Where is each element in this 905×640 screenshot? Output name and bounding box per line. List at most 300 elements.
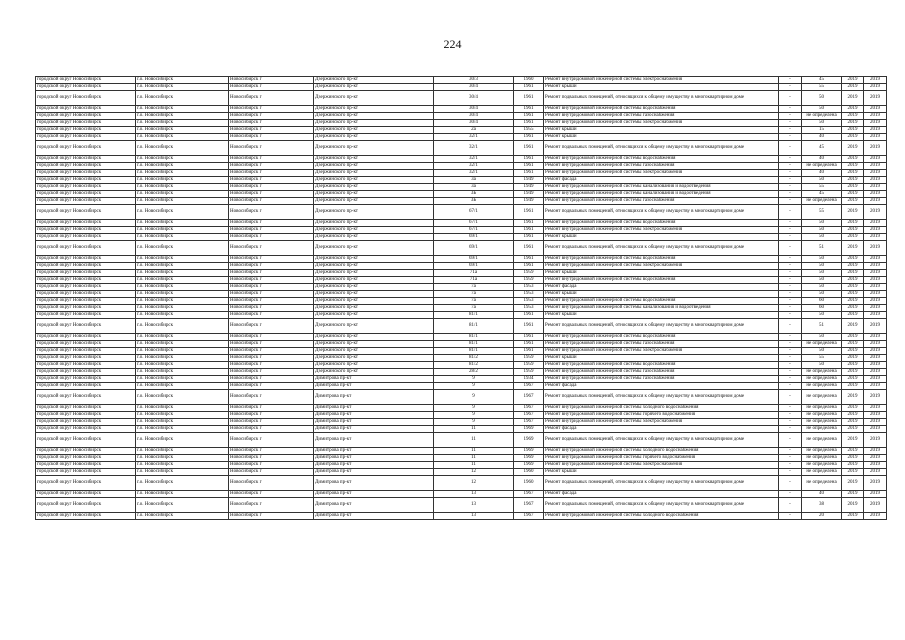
work-type-cell: Ремонт внутридомовой инженерной системы электроснабжения (544, 170, 779, 177)
end-year-cell: 2019 (864, 270, 887, 277)
municipality-cell: городской округ Новосибирск (36, 334, 136, 341)
district-cell: г.о. Новосибирск (136, 170, 229, 177)
end-year-cell: 2019 (864, 433, 887, 448)
year-built-cell: 1961 (514, 84, 544, 91)
house-number-cell: 11 (434, 462, 514, 469)
table-row (36, 113, 887, 120)
work-type-cell: Ремонт внутридомовой инженерной системы газоснабжения (544, 341, 779, 348)
street-cell: Дзержинского пр-кт (314, 234, 434, 241)
dash-cell: - (779, 270, 802, 277)
year-built-cell: 1949 (514, 184, 544, 191)
work-type-cell: Ремонт внутридомовой инженерной системы водоснабжения (544, 220, 779, 227)
house-number-cell: 3а (434, 184, 514, 191)
table-row (36, 256, 887, 263)
municipality-cell: городской округ Новосибирск (36, 341, 136, 348)
year-built-cell: 1961 (514, 156, 544, 163)
city-cell: Новосибирск г (229, 141, 314, 156)
city-cell: Новосибирск г (229, 263, 314, 270)
house-number-cell: 81/1 (434, 319, 514, 334)
city-cell: Новосибирск г (229, 319, 314, 334)
city-cell: Новосибирск г (229, 106, 314, 113)
year-built-cell: 1959 (514, 362, 544, 369)
start-year-cell: 2019 (842, 277, 864, 284)
start-year-cell: 2019 (842, 177, 864, 184)
table-row (36, 298, 887, 305)
municipality-cell: городской округ Новосибирск (36, 234, 136, 241)
city-cell: Новосибирск г (229, 127, 314, 134)
district-cell: г.о. Новосибирск (136, 263, 229, 270)
district-cell: г.о. Новосибирск (136, 419, 229, 426)
table-row (36, 362, 887, 369)
table-row (36, 184, 887, 191)
house-number-cell: 69/1 (434, 234, 514, 241)
cost-cell: 55 (802, 84, 842, 91)
city-cell: Новосибирск г (229, 227, 314, 234)
city-cell: Новосибирск г (229, 433, 314, 448)
work-type-cell: Ремонт внутридомовой инженерной системы водоснабжения (544, 156, 779, 163)
city-cell: Новосибирск г (229, 376, 314, 383)
work-type-cell: Ремонт подвальных помещений, относящихся к общему имуществу в многоквартирном доме (544, 205, 779, 220)
city-cell: Новосибирск г (229, 355, 314, 362)
year-built-cell: 1961 (514, 163, 544, 170)
district-cell: г.о. Новосибирск (136, 163, 229, 170)
work-type-cell: Ремонт внутридомовой инженерной системы электроснабжения (544, 227, 779, 234)
cost-cell: не определена (802, 163, 842, 170)
start-year-cell: 2019 (842, 355, 864, 362)
work-type-cell: Ремонт внутридомовой инженерной системы электроснабжения (544, 419, 779, 426)
street-cell: Дзержинского пр-кт (314, 270, 434, 277)
cost-cell: 20 (802, 513, 842, 520)
end-year-cell: 2019 (864, 462, 887, 469)
house-number-cell: 81/2 (434, 362, 514, 369)
start-year-cell: 2019 (842, 134, 864, 141)
dash-cell: - (779, 426, 802, 433)
year-built-cell: 1953 (514, 305, 544, 312)
start-year-cell: 2019 (842, 227, 864, 234)
table-row (36, 163, 887, 170)
district-cell: г.о. Новосибирск (136, 298, 229, 305)
end-year-cell: 2019 (864, 513, 887, 520)
district-cell: г.о. Новосибирск (136, 184, 229, 191)
city-cell: Новосибирск г (229, 205, 314, 220)
district-cell: г.о. Новосибирск (136, 491, 229, 498)
end-year-cell: 2019 (864, 141, 887, 156)
cost-cell: не определена (802, 383, 842, 390)
district-cell: г.о. Новосибирск (136, 383, 229, 390)
table-row (36, 491, 887, 498)
district-cell: г.о. Новосибирск (136, 319, 229, 334)
start-year-cell: 2019 (842, 156, 864, 163)
year-built-cell: 1961 (514, 263, 544, 270)
city-cell: Новосибирск г (229, 469, 314, 476)
municipality-cell: городской округ Новосибирск (36, 177, 136, 184)
work-type-cell: Ремонт фасада (544, 491, 779, 498)
dash-cell: - (779, 291, 802, 298)
district-cell: г.о. Новосибирск (136, 498, 229, 513)
cost-cell: не определена (802, 455, 842, 462)
table-row (36, 498, 887, 513)
street-cell: Дзержинского пр-кт (314, 369, 434, 376)
work-type-cell: Ремонт внутридомовой инженерной системы электроснабжения (544, 348, 779, 355)
house-number-cell: 11 (434, 448, 514, 455)
street-cell: Димитрова пр-кт (314, 469, 434, 476)
cost-cell: 55 (802, 355, 842, 362)
table-row (36, 77, 887, 84)
work-type-cell: Ремонт внутридомовой инженерной системы водоснабжения (544, 277, 779, 284)
street-cell: Дзержинского пр-кт (314, 170, 434, 177)
work-type-cell: Ремонт внутридомовой инженерной системы электроснабжения (544, 462, 779, 469)
table-row (36, 141, 887, 156)
municipality-cell: городской округ Новосибирск (36, 369, 136, 376)
work-type-cell: Ремонт крыши (544, 270, 779, 277)
work-type-cell: Ремонт внутридомовой инженерной системы водоснабжения (544, 298, 779, 305)
street-cell: Димитрова пр-кт (314, 491, 434, 498)
cost-cell: не определена (802, 113, 842, 120)
city-cell: Новосибирск г (229, 298, 314, 305)
table-row (36, 376, 887, 383)
table-row (36, 127, 887, 134)
table-row (36, 462, 887, 469)
district-cell: г.о. Новосибирск (136, 227, 229, 234)
year-built-cell: 1961 (514, 134, 544, 141)
district-cell: г.о. Новосибирск (136, 433, 229, 448)
house-number-cell: 67/1 (434, 227, 514, 234)
cost-cell: 55 (802, 184, 842, 191)
work-type-cell: Ремонт фасада (544, 284, 779, 291)
work-type-cell: Ремонт внутридомовой инженерной системы электроснабжения (544, 263, 779, 270)
house-number-cell: 9 (434, 412, 514, 419)
year-built-cell: 1969 (514, 462, 544, 469)
street-cell: Дзержинского пр-кт (314, 134, 434, 141)
street-cell: Дзержинского пр-кт (314, 298, 434, 305)
city-cell: Новосибирск г (229, 163, 314, 170)
work-type-cell: Ремонт внутридомовой инженерной системы водоснабжения (544, 106, 779, 113)
work-type-cell: Ремонт крыши (544, 355, 779, 362)
house-number-cell: 7а (434, 284, 514, 291)
street-cell: Димитрова пр-кт (314, 419, 434, 426)
house-number-cell: 32/1 (434, 156, 514, 163)
municipality-cell: городской округ Новосибирск (36, 84, 136, 91)
start-year-cell: 2019 (842, 376, 864, 383)
table-row (36, 84, 887, 91)
city-cell: Новосибирск г (229, 462, 314, 469)
end-year-cell: 2019 (864, 170, 887, 177)
work-type-cell: Ремонт крыши (544, 234, 779, 241)
street-cell: Дзержинского пр-кт (314, 277, 434, 284)
start-year-cell: 2019 (842, 84, 864, 91)
house-number-cell: 32/1 (434, 141, 514, 156)
work-type-cell: Ремонт внутридомовой инженерной системы газоснабжения (544, 198, 779, 205)
table-row (36, 513, 887, 520)
street-cell: Дзержинского пр-кт (314, 284, 434, 291)
dash-cell: - (779, 77, 802, 84)
work-type-cell: Ремонт внутридомовой инженерной системы водоснабжения (544, 256, 779, 263)
city-cell: Новосибирск г (229, 270, 314, 277)
table-row (36, 134, 887, 141)
house-number-cell: 30/4 (434, 84, 514, 91)
street-cell: Дзержинского пр-кт (314, 77, 434, 84)
cost-cell: не определена (802, 390, 842, 405)
start-year-cell: 2019 (842, 198, 864, 205)
district-cell: г.о. Новосибирск (136, 91, 229, 106)
work-type-cell: Ремонт крыши (544, 469, 779, 476)
dash-cell: - (779, 113, 802, 120)
house-number-cell: 67/1 (434, 220, 514, 227)
cost-cell: не определена (802, 405, 842, 412)
municipality-cell: городской округ Новосибирск (36, 348, 136, 355)
start-year-cell: 2019 (842, 205, 864, 220)
dash-cell: - (779, 84, 802, 91)
district-cell: г.о. Новосибирск (136, 284, 229, 291)
house-number-cell: 13 (434, 491, 514, 498)
dash-cell: - (779, 227, 802, 234)
start-year-cell: 2019 (842, 163, 864, 170)
house-number-cell: 32/1 (434, 170, 514, 177)
end-year-cell: 2019 (864, 120, 887, 127)
cost-cell: 50 (802, 362, 842, 369)
year-built-cell: 1969 (514, 426, 544, 433)
municipality-cell: городской округ Новосибирск (36, 227, 136, 234)
city-cell: Новосибирск г (229, 156, 314, 163)
cost-cell: 50 (802, 291, 842, 298)
municipality-cell: городской округ Новосибирск (36, 383, 136, 390)
table-row (36, 476, 887, 491)
table-row (36, 355, 887, 362)
table-row (36, 284, 887, 291)
district-cell: г.о. Новосибирск (136, 84, 229, 91)
start-year-cell: 2019 (842, 362, 864, 369)
work-type-cell: Ремонт внутридомовой инженерной системы водоснабжения (544, 362, 779, 369)
table-row (36, 455, 887, 462)
table-row (36, 191, 887, 198)
district-cell: г.о. Новосибирск (136, 106, 229, 113)
year-built-cell: 1960 (514, 77, 544, 84)
table-row (36, 305, 887, 312)
municipality-cell: городской округ Новосибирск (36, 113, 136, 120)
house-number-cell: 28/2 (434, 369, 514, 376)
start-year-cell: 2019 (842, 312, 864, 319)
city-cell: Новосибирск г (229, 448, 314, 455)
district-cell: г.о. Новосибирск (136, 448, 229, 455)
end-year-cell: 2019 (864, 298, 887, 305)
table-body (36, 77, 887, 520)
district-cell: г.о. Новосибирск (136, 291, 229, 298)
dash-cell: - (779, 319, 802, 334)
work-type-cell: Ремонт крыши (544, 84, 779, 91)
work-type-cell: Ремонт подвальных помещений, относящихся к общему имуществу в многоквартирном доме (544, 141, 779, 156)
cost-cell: 40 (802, 170, 842, 177)
street-cell: Дзержинского пр-кт (314, 263, 434, 270)
table-row (36, 156, 887, 163)
table-row (36, 177, 887, 184)
municipality-cell: городской округ Новосибирск (36, 291, 136, 298)
year-built-cell: 1961 (514, 312, 544, 319)
house-number-cell: 81/1 (434, 334, 514, 341)
end-year-cell: 2019 (864, 220, 887, 227)
city-cell: Новосибирск г (229, 341, 314, 348)
house-number-cell: 9 (434, 376, 514, 383)
municipality-cell: городской округ Новосибирск (36, 469, 136, 476)
street-cell: Димитрова пр-кт (314, 412, 434, 419)
end-year-cell: 2019 (864, 198, 887, 205)
start-year-cell: 2019 (842, 462, 864, 469)
city-cell: Новосибирск г (229, 390, 314, 405)
municipality-cell: городской округ Новосибирск (36, 355, 136, 362)
district-cell: г.о. Новосибирск (136, 141, 229, 156)
dash-cell: - (779, 341, 802, 348)
district-cell: г.о. Новосибирск (136, 376, 229, 383)
cost-cell: не определена (802, 469, 842, 476)
dash-cell: - (779, 234, 802, 241)
street-cell: Дзержинского пр-кт (314, 341, 434, 348)
city-cell: Новосибирск г (229, 134, 314, 141)
year-built-cell: 1961 (514, 220, 544, 227)
dash-cell: - (779, 448, 802, 455)
table-row (36, 291, 887, 298)
city-cell: Новосибирск г (229, 91, 314, 106)
table-row (36, 312, 887, 319)
district-cell: г.о. Новосибирск (136, 156, 229, 163)
street-cell: Димитрова пр-кт (314, 376, 434, 383)
district-cell: г.о. Новосибирск (136, 220, 229, 227)
district-cell: г.о. Новосибирск (136, 390, 229, 405)
work-type-cell: Ремонт внутридомовой инженерной системы канализования и водоотведения (544, 305, 779, 312)
house-number-cell: 69/1 (434, 256, 514, 263)
street-cell: Димитрова пр-кт (314, 455, 434, 462)
dash-cell: - (779, 405, 802, 412)
cost-cell: 51 (802, 241, 842, 256)
work-type-cell: Ремонт внутридомовой инженерной системы канализования и водоотведения (544, 184, 779, 191)
city-cell: Новосибирск г (229, 405, 314, 412)
dash-cell: - (779, 163, 802, 170)
house-number-cell: 9 (434, 419, 514, 426)
work-type-cell: Ремонт подвальных помещений, относящихся к общему имуществу в многоквартирном доме (544, 433, 779, 448)
end-year-cell: 2019 (864, 127, 887, 134)
house-number-cell: 69/1 (434, 241, 514, 256)
street-cell: Дзержинского пр-кт (314, 113, 434, 120)
cost-cell: 50 (802, 234, 842, 241)
municipality-cell: городской округ Новосибирск (36, 91, 136, 106)
dash-cell: - (779, 170, 802, 177)
cost-cell: 60 (802, 298, 842, 305)
cost-cell: не определена (802, 448, 842, 455)
municipality-cell: городской округ Новосибирск (36, 156, 136, 163)
dash-cell: - (779, 498, 802, 513)
cost-cell: не определена (802, 426, 842, 433)
cost-cell: 40 (802, 491, 842, 498)
cost-cell: 50 (802, 277, 842, 284)
year-built-cell: 1967 (514, 513, 544, 520)
start-year-cell: 2019 (842, 284, 864, 291)
street-cell: Дзержинского пр-кт (314, 220, 434, 227)
end-year-cell: 2019 (864, 177, 887, 184)
start-year-cell: 2019 (842, 141, 864, 156)
end-year-cell: 2019 (864, 291, 887, 298)
municipality-cell: городской округ Новосибирск (36, 170, 136, 177)
cost-cell: 50 (802, 263, 842, 270)
city-cell: Новосибирск г (229, 498, 314, 513)
year-built-cell: 1967 (514, 491, 544, 498)
year-built-cell: 1961 (514, 256, 544, 263)
year-built-cell: 1967 (514, 498, 544, 513)
work-type-cell: Ремонт внутридомовой инженерной системы электроснабжения (544, 120, 779, 127)
city-cell: Новосибирск г (229, 426, 314, 433)
year-built-cell: 1961 (514, 227, 544, 234)
street-cell: Дзержинского пр-кт (314, 84, 434, 91)
district-cell: г.о. Новосибирск (136, 270, 229, 277)
cost-cell: 50 (802, 227, 842, 234)
year-built-cell: 1955 (514, 127, 544, 134)
repair-schedule-table-wrap (35, 76, 880, 520)
start-year-cell: 2019 (842, 319, 864, 334)
end-year-cell: 2019 (864, 77, 887, 84)
municipality-cell: городской округ Новосибирск (36, 491, 136, 498)
district-cell: г.о. Новосибирск (136, 369, 229, 376)
end-year-cell: 2019 (864, 419, 887, 426)
table-row (36, 341, 887, 348)
district-cell: г.о. Новосибирск (136, 198, 229, 205)
district-cell: г.о. Новосибирск (136, 113, 229, 120)
table-row (36, 448, 887, 455)
work-type-cell: Ремонт внутридомовой инженерной системы холодного водоснабжения (544, 448, 779, 455)
start-year-cell: 2019 (842, 491, 864, 498)
work-type-cell: Ремонт фасада (544, 426, 779, 433)
end-year-cell: 2019 (864, 355, 887, 362)
work-type-cell: Ремонт внутридомовой инженерной системы газоснабжения (544, 369, 779, 376)
city-cell: Новосибирск г (229, 241, 314, 256)
table-row (36, 170, 887, 177)
municipality-cell: городской округ Новосибирск (36, 419, 136, 426)
repair-schedule-table (35, 76, 887, 520)
start-year-cell: 2019 (842, 191, 864, 198)
city-cell: Новосибирск г (229, 312, 314, 319)
house-number-cell: 7а (434, 305, 514, 312)
start-year-cell: 2019 (842, 426, 864, 433)
municipality-cell: городской округ Новосибирск (36, 426, 136, 433)
city-cell: Новосибирск г (229, 113, 314, 120)
year-built-cell: 1961 (514, 91, 544, 106)
city-cell: Новосибирск г (229, 234, 314, 241)
house-number-cell: 67/1 (434, 205, 514, 220)
house-number-cell: 81/1 (434, 341, 514, 348)
year-built-cell: 1961 (514, 170, 544, 177)
dash-cell: - (779, 91, 802, 106)
city-cell: Новосибирск г (229, 170, 314, 177)
cost-cell: 50 (802, 256, 842, 263)
dash-cell: - (779, 312, 802, 319)
cost-cell: 15 (802, 127, 842, 134)
cost-cell: 45 (802, 77, 842, 84)
end-year-cell: 2019 (864, 369, 887, 376)
year-built-cell: 1961 (514, 234, 544, 241)
house-number-cell: 71а (434, 270, 514, 277)
dash-cell: - (779, 513, 802, 520)
city-cell: Новосибирск г (229, 177, 314, 184)
work-type-cell: Ремонт подвальных помещений, относящихся к общему имуществу в многоквартирном доме (544, 241, 779, 256)
end-year-cell: 2019 (864, 227, 887, 234)
cost-cell: не определена (802, 198, 842, 205)
street-cell: Дзержинского пр-кт (314, 191, 434, 198)
district-cell: г.о. Новосибирск (136, 513, 229, 520)
dash-cell: - (779, 419, 802, 426)
city-cell: Новосибирск г (229, 191, 314, 198)
municipality-cell: городской округ Новосибирск (36, 305, 136, 312)
house-number-cell: 32/1 (434, 163, 514, 170)
district-cell: г.о. Новосибирск (136, 177, 229, 184)
cost-cell: 50 (802, 106, 842, 113)
dash-cell: - (779, 348, 802, 355)
dash-cell: - (779, 220, 802, 227)
